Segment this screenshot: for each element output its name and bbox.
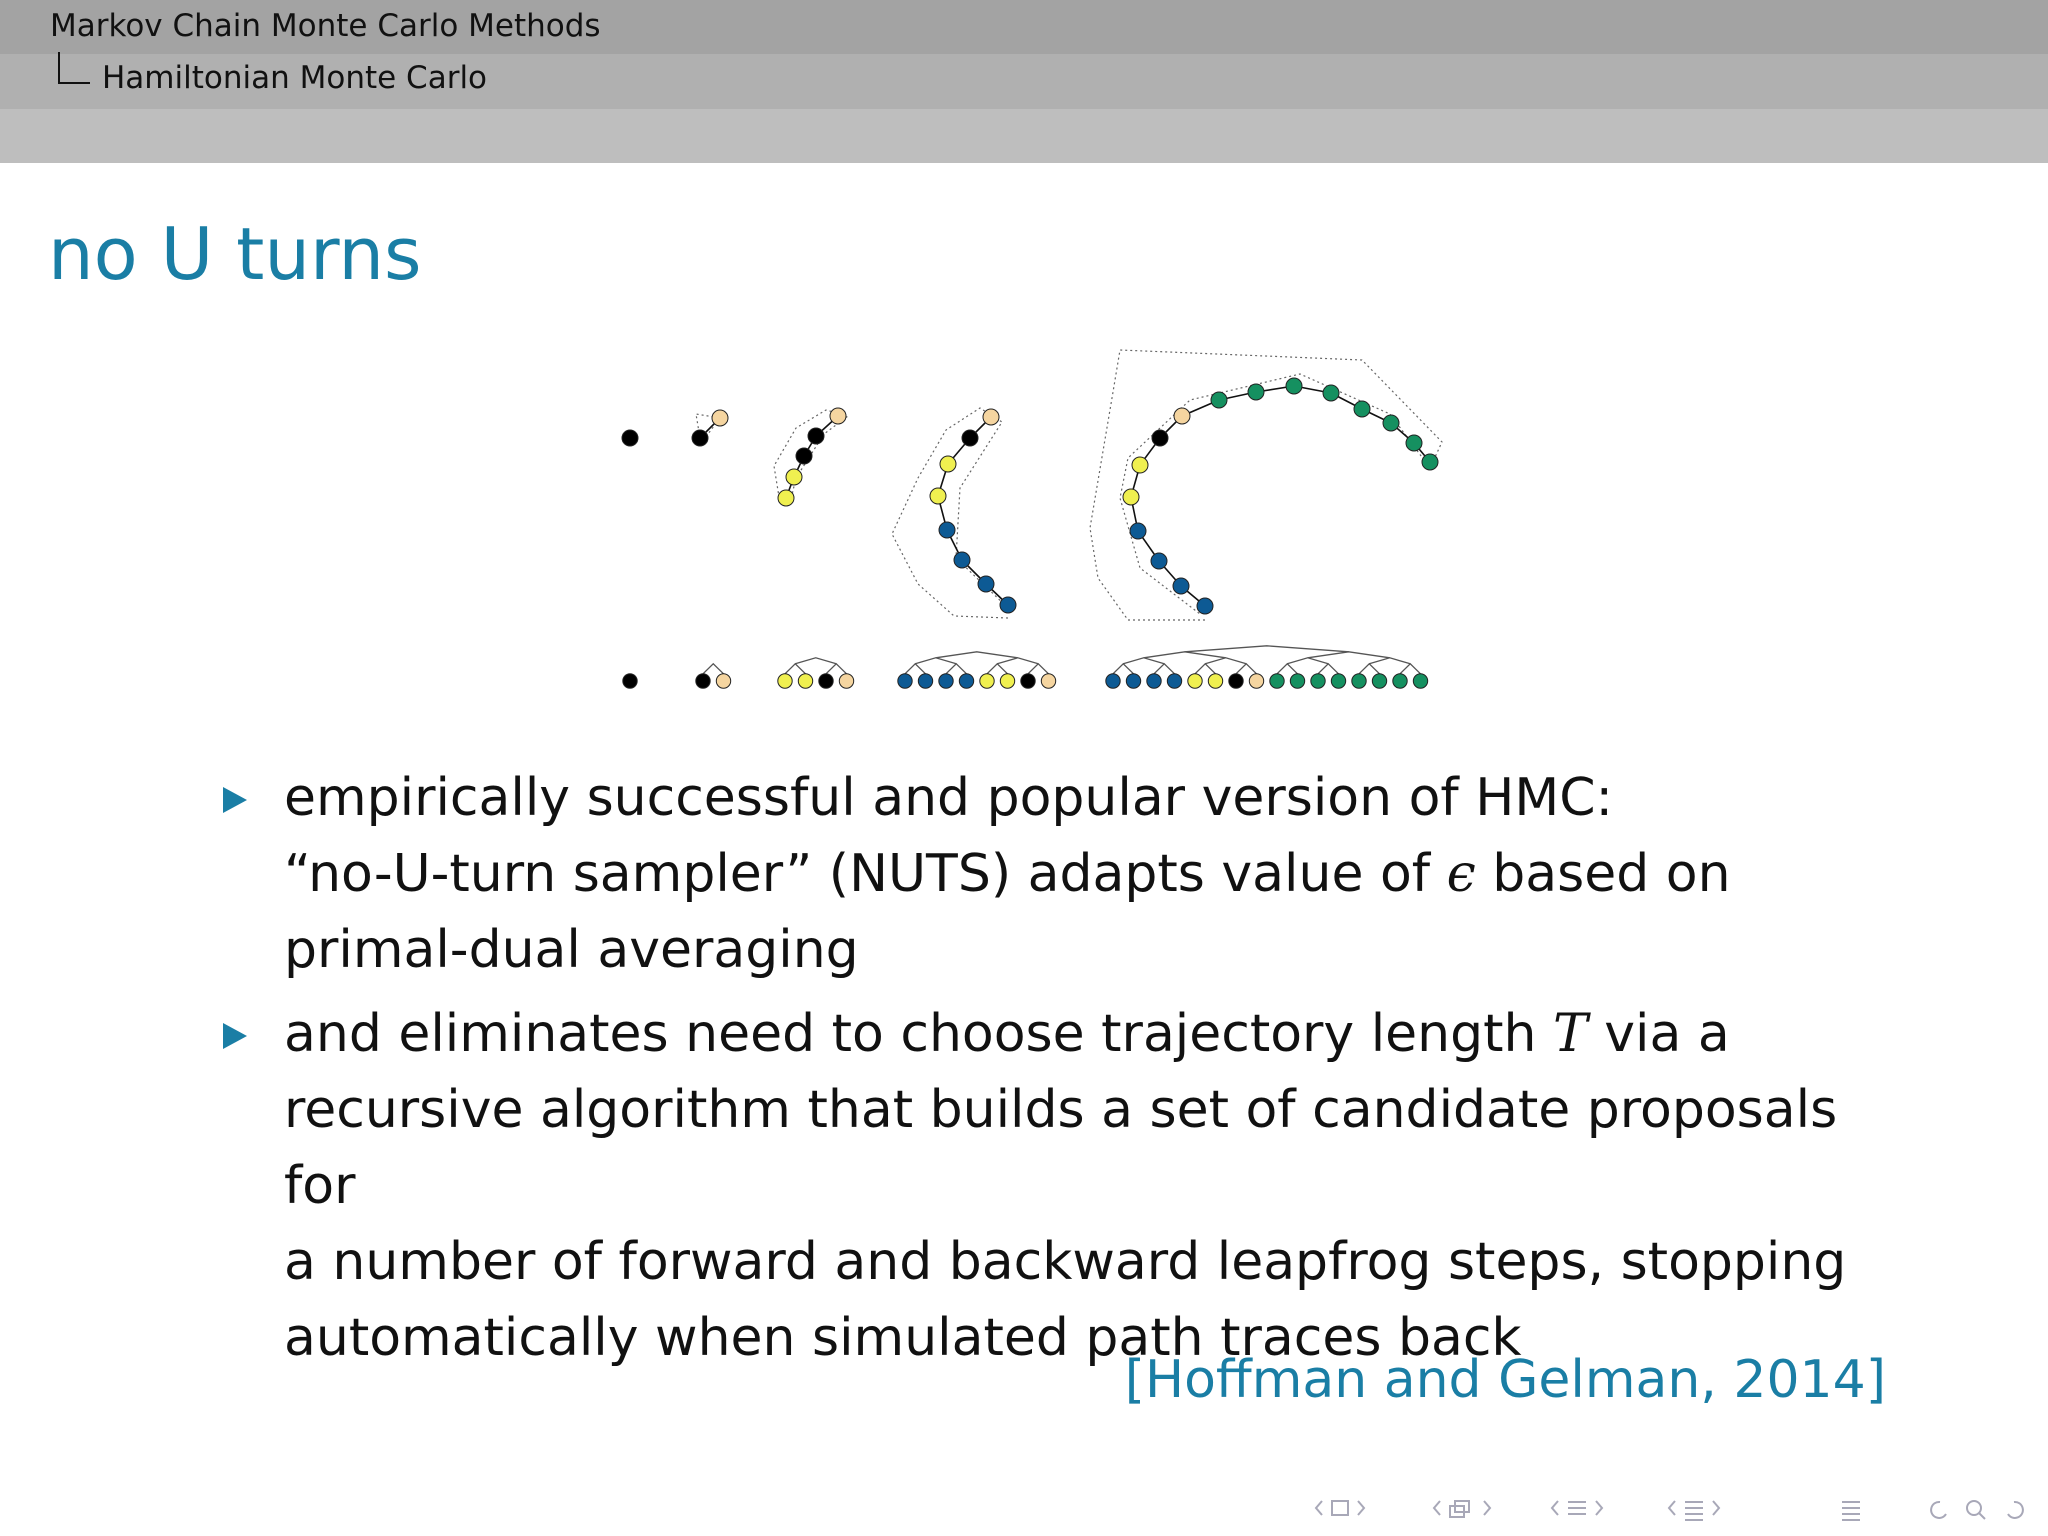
bullet-2-line-1-text-b: via a [1587, 1004, 1730, 1064]
tree-link [915, 658, 956, 664]
tree-link [1369, 658, 1410, 664]
nuts-trajectory-figure [600, 338, 1500, 708]
tree-link [1236, 664, 1257, 674]
tree-node-backward_2 [1208, 674, 1222, 688]
tree-node-backward_2 [1000, 674, 1014, 688]
tree-link [1318, 664, 1339, 674]
tree-node-forward_4 [1352, 674, 1366, 688]
trajectory-point-backward_2 [1132, 457, 1148, 473]
bullet-2-line-1-text-a: and eliminates need to choose trajectory length [284, 1004, 1553, 1064]
epsilon-symbol: ϵ [1446, 844, 1476, 904]
tree-node-forward_4 [1331, 674, 1345, 688]
tree-node-backward_3 [1126, 674, 1140, 688]
trajectory-length-symbol: T [1553, 1004, 1588, 1064]
trajectory-point-initial [808, 428, 824, 444]
tree-node-initial [1021, 674, 1035, 688]
tree-link [1400, 664, 1421, 674]
nav-search-icon[interactable] [1931, 1501, 2023, 1519]
tree-link [1205, 658, 1246, 664]
bullet-1-line-3: primal-dual averaging [284, 920, 859, 980]
trajectory-point-forward_1 [830, 408, 846, 424]
trajectory-point-forward_1 [712, 410, 728, 426]
trajectory-point-initial [622, 430, 638, 446]
nav-document-icon[interactable] [1669, 1501, 1719, 1520]
trajectory-point-backward_3 [939, 522, 955, 538]
tree-node-backward_3 [898, 674, 912, 688]
tree-node-forward_4 [1393, 674, 1407, 688]
nav-appendix-icon[interactable] [1842, 1502, 1860, 1520]
bullet-triangle-icon [223, 787, 247, 813]
nav-frame-icon[interactable] [1316, 1501, 1364, 1515]
tree-node-initial [623, 674, 637, 688]
tree-node-backward_2 [1188, 674, 1202, 688]
tree-link [785, 664, 806, 674]
tree-link [1185, 646, 1349, 652]
tree-node-backward_2 [798, 674, 812, 688]
beamer-navigation-bar [1310, 1490, 2030, 1526]
bullet-item-2 [218, 996, 1918, 1376]
tree-node-forward_4 [1372, 674, 1386, 688]
tree-link [1144, 652, 1226, 658]
tree-node-backward_2 [980, 674, 994, 688]
bullet-2-line-3: a number of forward and backward leapfrog steps, stopping [284, 1232, 1847, 1292]
tree-link [987, 664, 1008, 674]
trajectory-point-initial [796, 448, 812, 464]
trajectory-point-forward_4 [1248, 384, 1264, 400]
trajectory-point-backward_2 [930, 488, 946, 504]
tree-node-forward_4 [1413, 674, 1427, 688]
bullet-2-line-1 [284, 996, 1918, 1072]
tree-node-initial [819, 674, 833, 688]
nav-section-icon[interactable] [1552, 1501, 1602, 1515]
tree-link [1123, 658, 1164, 664]
tree-node-backward_3 [1106, 674, 1120, 688]
tree-node-initial [696, 674, 710, 688]
tree-link [1277, 664, 1298, 674]
tree-node-backward_2 [778, 674, 792, 688]
tree-link [1308, 652, 1390, 658]
bullet-item-1 [218, 760, 1918, 988]
trajectory-point-forward_4 [1323, 385, 1339, 401]
tree-node-initial [1229, 674, 1243, 688]
trajectory-point-forward_4 [1422, 454, 1438, 470]
tree-node-forward_4 [1311, 674, 1325, 688]
header-section-title[interactable]: Markov Chain Monte Carlo Methods [50, 8, 601, 44]
tree-node-forward_4 [1290, 674, 1304, 688]
trajectory-point-forward_4 [1406, 435, 1422, 451]
trajectory-point-forward_1 [983, 409, 999, 425]
trajectory-point-backward_3 [1000, 597, 1016, 613]
trajectory-point-backward_3 [1173, 578, 1189, 594]
tree-node-backward_3 [1147, 674, 1161, 688]
nav-subsection-icon[interactable] [1434, 1501, 1490, 1517]
trajectory-point-backward_2 [940, 456, 956, 472]
tree-link [936, 652, 1018, 658]
tree-link [1028, 664, 1049, 674]
bullet-1-line-1: empirically successful and popular version of HMC: [284, 768, 1614, 828]
header-subsection-title[interactable] [50, 60, 487, 96]
tree-link [905, 664, 926, 674]
trajectory-point-backward_3 [1151, 553, 1167, 569]
header-subsection-label: Hamiltonian Monte Carlo [102, 60, 488, 96]
citation-link[interactable]: [Hoffman and Gelman, 2014] [1124, 1350, 1886, 1410]
trajectory-point-initial [962, 430, 978, 446]
slide-title: no U turns [48, 212, 422, 296]
trajectory-point-backward_3 [1130, 523, 1146, 539]
tree-corner-icon [58, 52, 90, 84]
tree-link [1287, 658, 1328, 664]
bullet-2-line-4: automatically when simulated path traces back [284, 1308, 1522, 1368]
tree-node-forward_1 [839, 674, 853, 688]
tree-link [703, 664, 724, 674]
tree-link [997, 658, 1038, 664]
bullet-triangle-icon [223, 1023, 247, 1049]
header-band-empty [0, 109, 2048, 163]
trajectory-point-backward_2 [778, 490, 794, 506]
trajectory-point-forward_4 [1286, 378, 1302, 394]
tree-link [795, 658, 836, 664]
trajectory-point-backward_3 [1197, 598, 1213, 614]
tree-link [1195, 664, 1216, 674]
tree-link [826, 664, 847, 674]
tree-node-backward_3 [1167, 674, 1181, 688]
tree-link [1359, 664, 1380, 674]
trajectory-point-forward_1 [1174, 408, 1190, 424]
trajectory-point-initial [1152, 430, 1168, 446]
bullet-1-line-2 [284, 836, 1918, 912]
trajectory-point-initial [692, 430, 708, 446]
trajectory-point-backward_2 [786, 469, 802, 485]
trajectory-point-forward_4 [1354, 401, 1370, 417]
bullet-1-line-2-text-b: based on [1475, 844, 1731, 904]
bullet-2-line-2: recursive algorithm that builds a set of candidate proposals for [284, 1080, 1838, 1216]
tree-link [1113, 664, 1134, 674]
tree-node-backward_3 [939, 674, 953, 688]
tree-node-forward_1 [716, 674, 730, 688]
bullet-list [218, 760, 1918, 1384]
bullet-1-line-2-text-a: “no-U-turn sampler” (NUTS) adapts value of [284, 844, 1447, 904]
tree-link [1154, 664, 1175, 674]
trajectory-point-backward_3 [954, 552, 970, 568]
tree-node-backward_3 [918, 674, 932, 688]
tree-node-backward_3 [959, 674, 973, 688]
tree-link [946, 664, 967, 674]
tree-node-forward_1 [1249, 674, 1263, 688]
trajectory-point-backward_2 [1123, 489, 1139, 505]
tree-node-forward_1 [1041, 674, 1055, 688]
tree-node-forward_4 [1270, 674, 1284, 688]
trajectory-point-backward_3 [978, 576, 994, 592]
trajectory-point-forward_4 [1383, 415, 1399, 431]
trajectory-point-forward_4 [1211, 392, 1227, 408]
